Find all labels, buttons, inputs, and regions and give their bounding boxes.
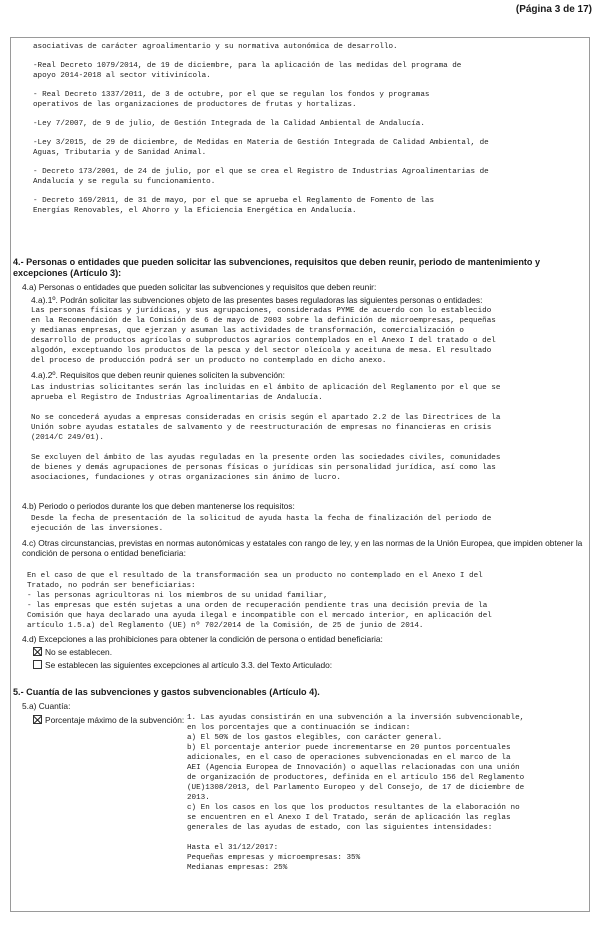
checkbox-checked[interactable] xyxy=(33,715,42,724)
legal-ref: asociativas de carácter agroalimentario y su normativa autonómica de desarrollo. xyxy=(33,43,398,51)
option-label: Porcentaje máximo de la subvención: xyxy=(45,715,185,725)
option-label: Se establecen las siguientes excepciones al artículo 3.3. del Texto Articulado: xyxy=(45,660,333,670)
checkbox-unchecked[interactable] xyxy=(33,660,42,669)
section-4b-title: 4.b) Periodo o periodos durante los que deben mantenerse los requisitos: xyxy=(22,501,295,511)
legal-ref: - Decreto 173/2001, de 24 de julio, por el que se crea el Registro de Industrias Agroalimentarias de Andalucía y se regula su funcionamiento. xyxy=(33,168,489,186)
section-4c-text: En el caso de que el resultado de la transformación sea un producto no contemplado en el Anexo I del Tratado, no podrán ser beneficiarias: - las personas agricultoras ni los miembros de su unidad familiar, - las empresas que estén sujetas a una orden de recuperación pendiente tras una decisión previa de la Comisión que haya declarado una ayuda ilegal e incompatible con el mercado interior, en aplicación del artículo 1.5.a) del Reglamento (UE) nº 702/2014 de la Comisión, de 25 de junio de 2014. xyxy=(27,572,492,630)
section-5a-title: 5.a) Cuantía: xyxy=(22,701,71,711)
legal-ref: - Real Decreto 1337/2011, de 3 de octubre, por el que se regulan los fondos y programas operativos de las organizaciones de productores de frutas y hortalizas. xyxy=(33,91,430,109)
legal-references-list xyxy=(33,42,583,216)
legal-ref: - Decreto 169/2011, de 31 de mayo, por el que se aprueba el Reglamento de Fomento de las Energías Renovables, el Ahorro y la Eficiencia Energética en Andalucía. xyxy=(33,197,435,215)
exception-option-establish[interactable] xyxy=(33,660,332,670)
legal-ref: -Ley 7/2007, de 9 de julio, de Gestión Integrada de la Calidad Ambiental de Andalucía. xyxy=(33,120,425,128)
legal-ref: -Real Decreto 1079/2014, de 19 de diciembre, para la aplicación de las medidas del programa de apoyo 2014-2018 al sector vitivinícola. xyxy=(33,62,462,80)
section-4a-title: 4.a) Personas o entidades que pueden solicitar las subvenciones y requisitos que deben reunir: xyxy=(22,282,377,292)
section-4-title: 4.- Personas o entidades que pueden solicitar las subvenciones, requisitos que deben reunir, periodo de mantenimiento y excepciones (Artículo 3): xyxy=(13,257,541,278)
subsidy-percentage-text: 1. Las ayudas consistirán en una subvención a la inversión subvencionable, en los porcentajes que a continuación se indican: a) El 50% de los gastos elegibles, con carácter general. b) El porcentaje anterior puede incrementarse en 20 puntos porcentuales adicionales, en el caso de operaciones subvencionadas en el marco de la AEI (Agencia Europea de Innovación) o aquellas relacionadas con una unión de organización de productores, definida en el artículo 156 del Reglamento (UE)1308/2013, del Parlamento Europeo y del Consejo, de 17 de diciembre de 2013. c) En los casos en los que los productos resultantes de la elaboración no se encuentren en el Anexo I del Tratado, serán de aplicación las reglas generales de las ayudas de estado, con las siguientes intensidades: Hasta el 31/12/2017: Pequeñas empresas y microempresas: 35% Medianas empresas: 25% xyxy=(187,714,525,872)
subsidy-percentage-option[interactable] xyxy=(33,715,184,725)
option-label: No se establecen. xyxy=(45,647,113,657)
legal-ref: -Ley 3/2015, de 29 de diciembre, de Medidas en Materia de Gestión Integrada de Calidad Ambiental, de Aguas, Tributaria y de Sanidad Animal. xyxy=(33,139,489,157)
content-frame xyxy=(10,37,590,912)
section-4a2-title: 4.a).2º. Requisitos que deben reunir quienes soliciten la subvención: xyxy=(31,370,286,380)
section-4c-title: 4.c) Otras circunstancias, previstas en normas autonómicas y estatales con rango de ley, y en las normas de la Unión Europea, que impiden obtener la condición de persona o entidad beneficiaria: xyxy=(22,538,583,558)
page-number: (Página 3 de 17) xyxy=(515,4,592,15)
section-4b-text: Desde la fecha de presentación de la solicitud de ayuda hasta la fecha de finalización del periodo de ejecución de las inversiones. xyxy=(31,515,492,533)
section-4a1-text: Las personas físicas y jurídicas, y sus agrupaciones, consideradas PYME de acuerdo con lo establecido en la Recomendación de la Comisión de 6 de mayo de 2003 sobre la definición de microempresas, pequeñas y medianas empresas, que ejerzan y asuman las actividades de transformación, comercialización o desarrollo de productos agrícolas o subproductos agrarios contemplados en el Anexo I del tratado o del algodón, exceptuando los productos de la pesca y del sector oleícola y aceituna de mesa. El resultado del proceso de producción podrá ser un producto no contemplado en dicho anexo. xyxy=(31,307,496,365)
section-4a2-text: Las industrias solicitantes serán las incluidas en el ámbito de aplicación del Reglamento por el que se aprueba el Registro de Industrias Agroalimentarias de Andalucía. No se concederá ayudas a empresas consideradas en crisis según el apartado 2.2 de las Directrices de la Unión sobre ayudas estatales de salvamento y de reestructuración de empresas no financieras en crisis (2014/C 249/01). Se excluyen del ámbito de las ayudas reguladas en la presente orden las sociedades civiles, comunidades de bienes y demás agrupaciones de personas físicas o jurídicas sin personalidad jurídica, así como las asociaciones, fundaciones y otras organizaciones sin ánimo de lucro. xyxy=(31,384,501,482)
checkbox-checked[interactable] xyxy=(33,647,42,656)
section-5-title: 5.- Cuantía de las subvenciones y gastos subvencionables (Artículo 4). xyxy=(13,687,320,697)
section-4d-title: 4.d) Excepciones a las prohibiciones para obtener la condición de persona o entidad beneficiaria: xyxy=(22,634,383,644)
exception-option-none[interactable] xyxy=(33,647,112,657)
section-4a1-title: 4.a).1º. Podrán solicitar las subvenciones objeto de las presentes bases reguladoras las siguientes personas o entidades: xyxy=(31,295,483,305)
